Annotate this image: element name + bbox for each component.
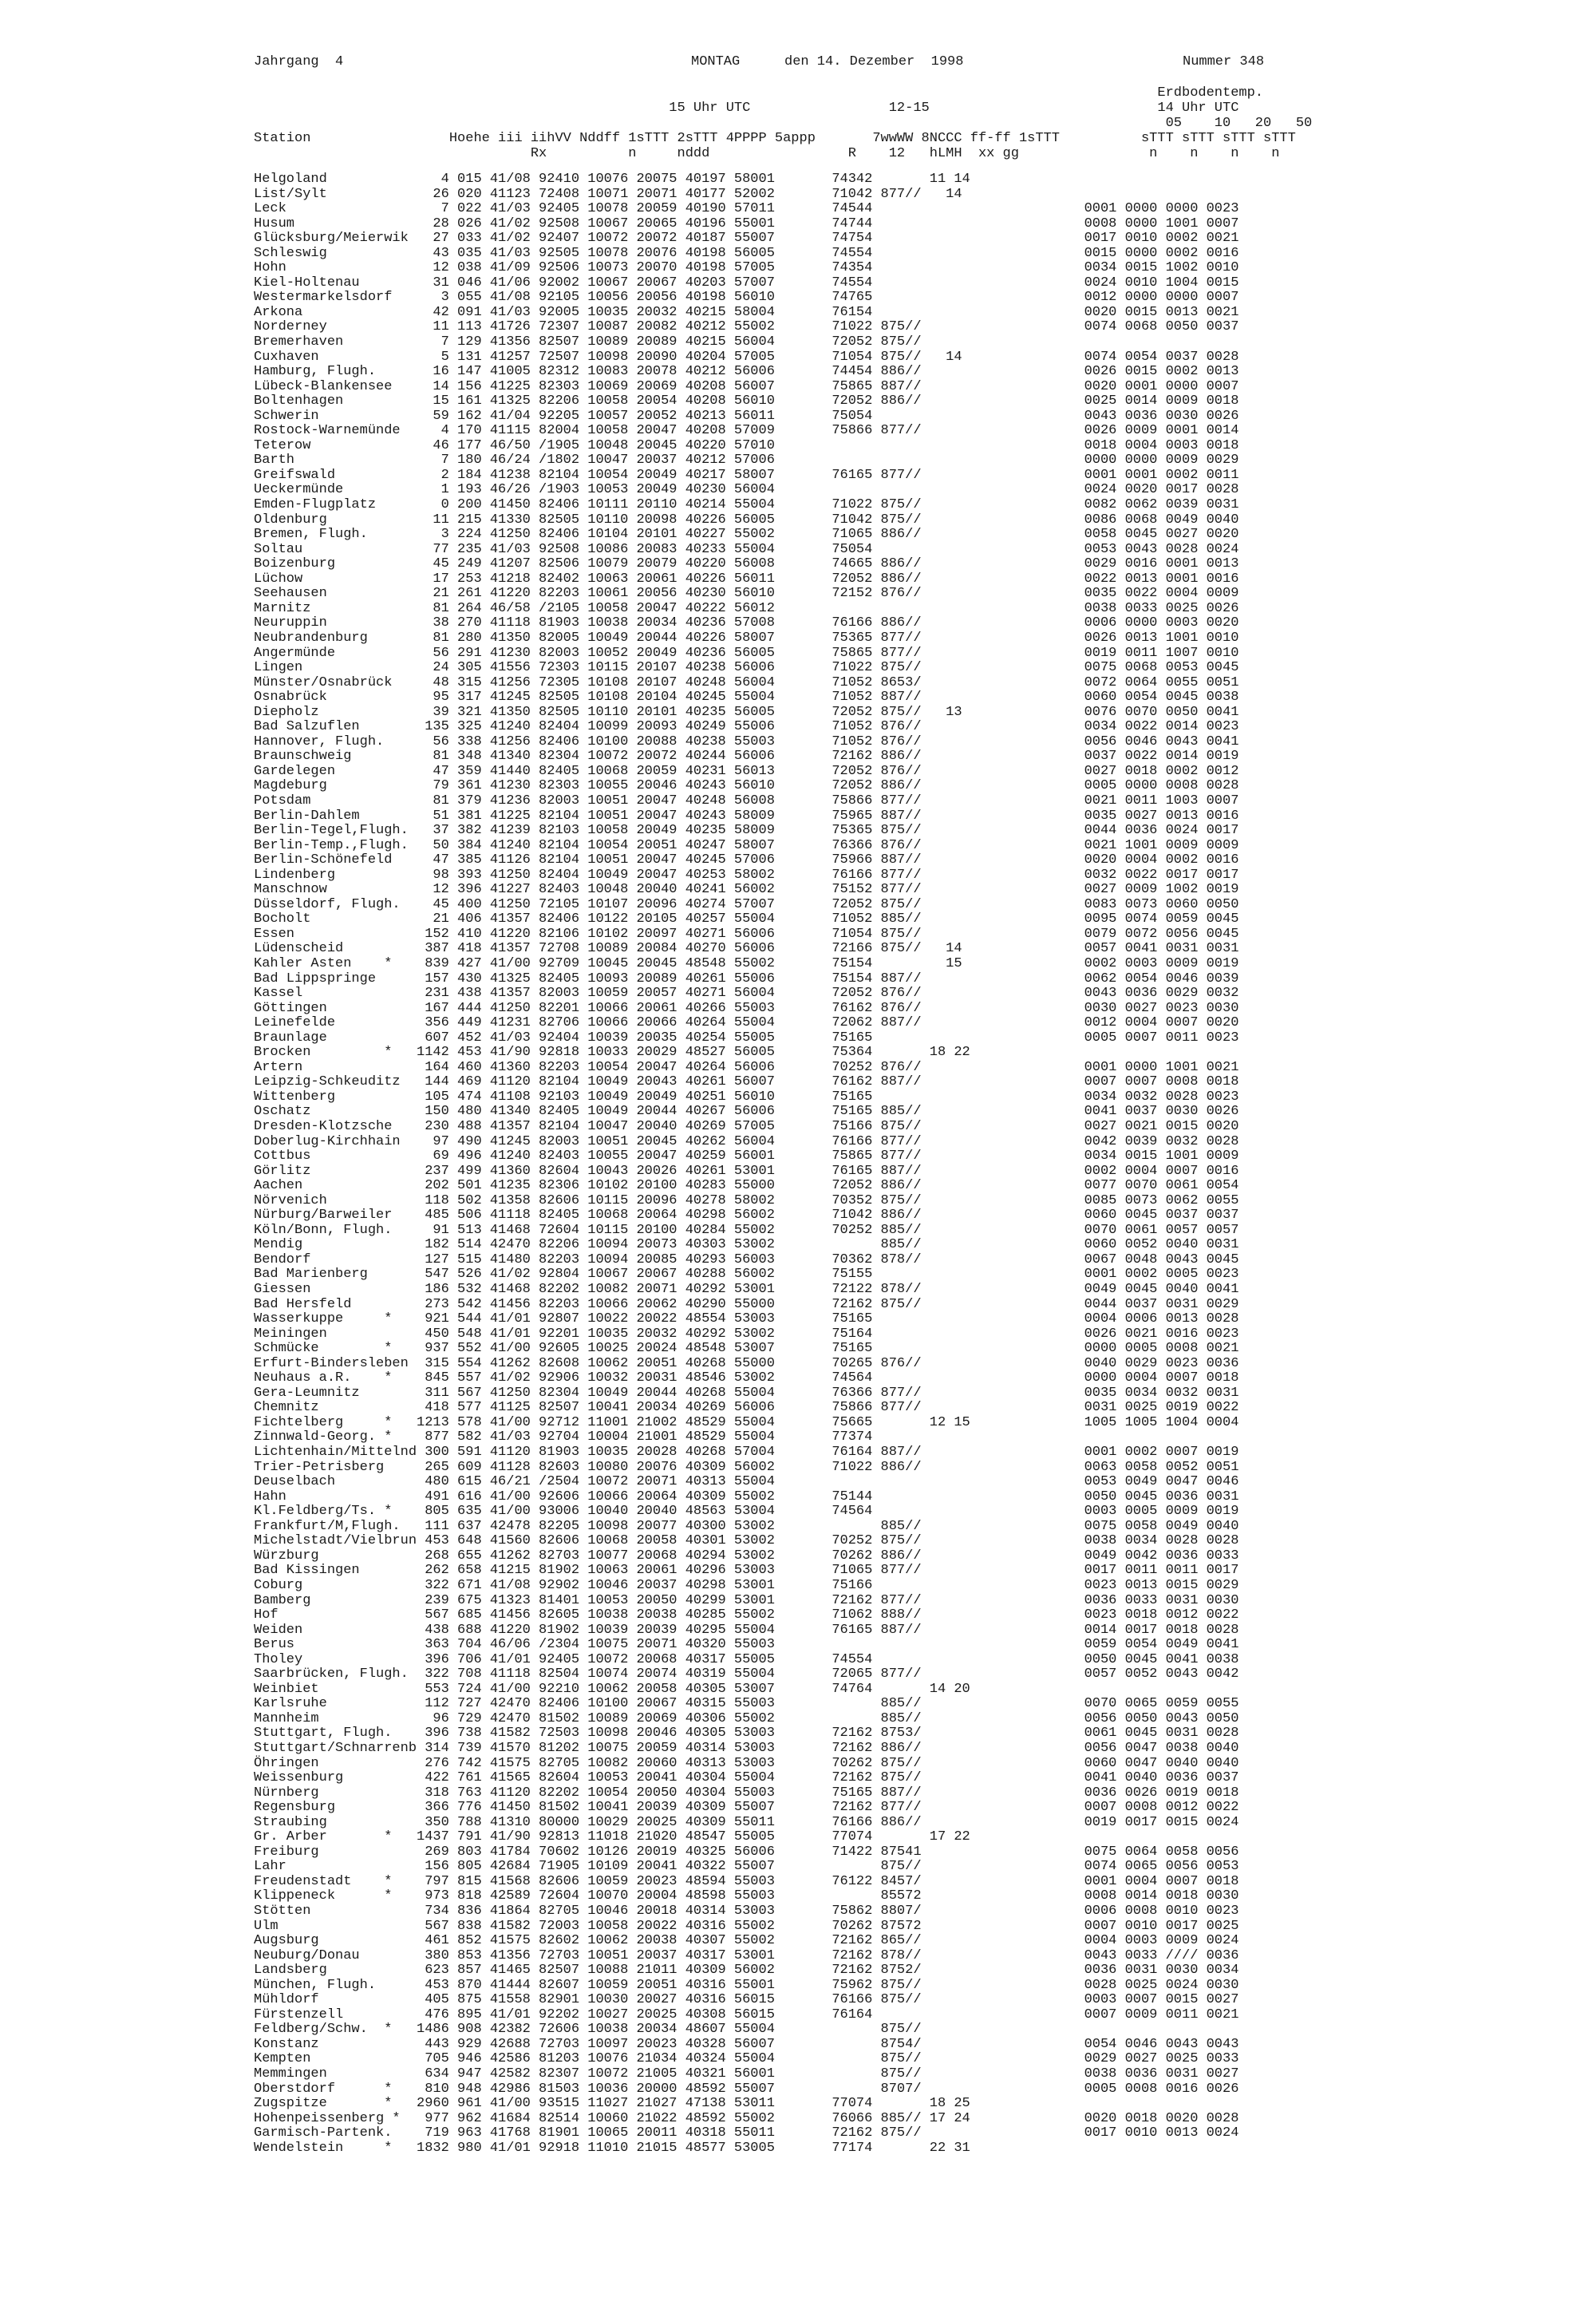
column-header-line: Rx n nddd R 12 hLMH xx gg n n n n (254, 146, 1280, 161)
station-row: Soltau 77 235 41/03 92508 10086 20083 40233 55004 75054 0053 0043 0028 0024 (254, 541, 1239, 557)
station-row: Boltenhagen 15 161 41325 82206 10058 20054 40208 56010 72052 886// 0025 0014 0009 0018 (254, 393, 1239, 409)
station-row: Konstanz 443 929 42688 72703 10097 20023 40328 56007 8754/ 0054 0046 0043 0043 (254, 2036, 1239, 2052)
station-row: Wendelstein * 1832 980 41/01 92918 11010 21015 48577 53005 77174 22 31 (254, 2140, 970, 2156)
station-row: Husum 28 026 41/02 92508 10067 20065 40196 55001 74744 0008 0000 1001 0007 (254, 215, 1239, 231)
station-row: Berus 363 704 46/06 /2304 10075 20071 40320 55003 0059 0054 0049 0041 (254, 1637, 1239, 1653)
station-row: Memmingen 634 947 42582 82307 10072 21005 40321 56001 875// 0038 0036 0031 0027 (254, 2066, 1239, 2082)
station-row: Garmisch-Partenk. 719 963 41768 81901 10065 20011 40318 55011 72162 875// 0017 0010 0013 0024 (254, 2125, 1239, 2141)
station-row: Klippeneck * 973 818 42589 72604 10070 20004 48598 55003 85572 0008 0014 0018 0030 (254, 1888, 1239, 1904)
station-row: Kl.Feldberg/Ts. * 805 635 41/00 93006 10040 20040 48563 53004 74564 0003 0005 0009 0019 (254, 1504, 1239, 1520)
station-row: Magdeburg 79 361 41230 82303 10055 20046 40243 56010 72052 886// 0005 0000 0008 0028 (254, 778, 1239, 794)
station-row: Berlin-Dahlem 51 381 41225 82104 10051 20047 40243 58009 75965 887// 0035 0027 0013 0016 (254, 808, 1239, 824)
station-row: Hannover, Flugh. 56 338 41256 82406 10100 20088 40238 55003 71052 876// 0056 0046 0043 0041 (254, 733, 1239, 749)
station-row: Hof 567 685 41456 82605 10038 20038 40285 55002 71062 888// 0023 0018 0012 0022 (254, 1607, 1239, 1623)
station-row: Emden-Flugplatz 0 200 41450 82406 10111 20110 40214 55004 71022 875// 0082 0062 0039 0031 (254, 497, 1239, 513)
station-row: Kempten 705 946 42586 81203 10076 21034 40324 55004 875// 0029 0027 0025 0033 (254, 2051, 1239, 2067)
station-row: Braunschweig 81 348 41340 82304 10072 20072 40244 56006 72162 886// 0037 0022 0014 0019 (254, 749, 1239, 765)
station-row: Weinbiet 553 724 41/00 92210 10062 20058 40305 53007 74764 14 20 (254, 1681, 970, 1697)
station-table (254, 172, 1238, 2156)
station-row: Fürstenzell 476 895 41/01 92202 10027 20025 40308 56015 76164 0007 0009 0011 0021 (254, 2006, 1239, 2022)
station-row: Gr. Arber * 1437 791 41/90 92813 11018 21020 48547 55005 77074 17 22 (254, 1829, 970, 1845)
station-row: Freudenstadt * 797 815 41568 82606 10059 20023 48594 55003 76122 8457/ 0001 0004 0007 0018 (254, 1873, 1239, 1889)
station-row: Chemnitz 418 577 41125 82507 10041 20034 40269 56006 75866 877// 0031 0025 0019 0022 (254, 1400, 1239, 1416)
station-row: Landsberg 623 857 41465 82507 10088 21011 40309 56002 72162 8752/ 0036 0031 0030 0034 (254, 1963, 1239, 1979)
station-row: Michelstadt/Vielbrun 453 648 41560 82606 10068 20058 40301 53002 70252 875// 0038 0034 0028 0028 (254, 1533, 1239, 1549)
station-row: Coburg 322 671 41/08 92902 10046 20037 40298 53001 75166 0023 0013 0015 0029 (254, 1577, 1239, 1593)
station-row: Westermarkelsdorf 3 055 41/08 92105 10056 20056 40198 56010 74765 0012 0000 0000 0007 (254, 290, 1239, 306)
station-row: Köln/Bonn, Flugh. 91 513 41468 72604 10115 20100 40284 55002 70252 885// 0070 0061 0057 0057 (254, 1222, 1239, 1238)
station-row: Nürburg/Barweiler 485 506 41118 82405 10068 20064 40298 56002 71042 886// 0060 0045 0037 0037 (254, 1208, 1239, 1224)
station-row: Frankfurt/M,Flugh. 111 637 42478 82205 10098 20077 40300 53002 885// 0075 0058 0049 0040 (254, 1518, 1239, 1534)
station-row: Schwerin 59 162 41/04 92205 10057 20052 40213 56011 75054 0043 0036 0030 0026 (254, 408, 1239, 424)
station-row: Trier-Petrisberg 265 609 41128 82603 10080 20076 40309 56002 71022 886// 0063 0058 0052 0051 (254, 1459, 1239, 1475)
station-row: Deuselbach 480 615 46/21 /2504 10072 20071 40313 55004 0053 0049 0047 0046 (254, 1474, 1239, 1490)
station-row: Oldenburg 11 215 41330 82505 10110 20098 40226 56005 71042 875// 0086 0068 0049 0040 (254, 512, 1239, 528)
station-row: Bamberg 239 675 41323 81401 10053 20050 40299 53001 72162 877// 0036 0033 0031 0030 (254, 1592, 1239, 1608)
station-row: Schmücke * 937 552 41/00 92605 10025 20024 48548 53007 75165 0000 0005 0008 0021 (254, 1341, 1239, 1357)
station-row: Arkona 42 091 41/03 92005 10035 20032 40215 58004 76154 0020 0015 0013 0021 (254, 304, 1239, 320)
column-header-line: Station Hoehe iii iihVV Nddff 1sTTT 2sTTT 4PPPP 5appp 7wwWW 8NCCC ff-ff 1sTTT sTTT sTTT sTTT sTTT (254, 131, 1296, 146)
station-row: Göttingen 167 444 41250 82201 10066 20061 40266 55003 76162 876// 0030 0027 0023 0030 (254, 1000, 1239, 1016)
station-row: Manschnow 12 396 41227 82403 10048 20040 40241 56002 75152 877// 0027 0009 1002 0019 (254, 882, 1239, 898)
station-row: Nörvenich 118 502 41358 82606 10115 20096 40278 58002 70352 875// 0085 0073 0062 0055 (254, 1192, 1239, 1208)
station-row: Teterow 46 177 46/50 /1905 10048 20045 40220 57010 0018 0004 0003 0018 (254, 437, 1239, 453)
column-header-line: Erdbodentemp. (254, 85, 1264, 101)
station-row: Bremerhaven 7 129 41356 82507 10089 20089 40215 56004 72052 875// (254, 334, 922, 350)
station-row: Glücksburg/Meierwik 27 033 41/02 92407 10072 20072 40187 55007 74754 0017 0010 0002 0021 (254, 231, 1239, 247)
station-row: Ueckermünde 1 193 46/26 /1903 10053 20049 40230 56004 0024 0020 0017 0028 (254, 482, 1239, 498)
station-row: Kiel-Holtenau 31 046 41/06 92002 10067 20067 40203 57007 74554 0024 0010 1004 0015 (254, 275, 1239, 291)
station-row: Bad Kissingen 262 658 41215 81902 10063 20061 40296 53003 71065 877// 0017 0011 0011 0017 (254, 1563, 1239, 1579)
date-label: den 14. Dezember 1998 (784, 54, 964, 69)
station-row: Nürnberg 318 763 41120 82202 10054 20050 40304 55003 75165 887// 0036 0026 0019 0018 (254, 1785, 1239, 1801)
station-row: Weiden 438 688 41220 81902 10039 20039 40295 55004 76165 887// 0014 0017 0018 0028 (254, 1622, 1239, 1638)
station-row: Diepholz 39 321 41350 82505 10110 20101 40235 56005 72052 875// 13 0076 0070 0050 0041 (254, 704, 1239, 720)
station-row: Berlin-Tegel,Flugh. 37 382 41239 82103 10058 20049 40235 58009 75365 875// 0044 0036 0024 0017 (254, 823, 1239, 839)
station-row: Aachen 202 501 41235 82306 10102 20100 40283 55000 72052 886// 0077 0070 0061 0054 (254, 1178, 1239, 1194)
station-row: Oschatz 150 480 41340 82405 10049 20044 40267 56006 75165 885// 0041 0037 0030 0026 (254, 1104, 1239, 1120)
station-row: Feldberg/Schw. * 1486 908 42382 72606 10038 20034 48607 55004 875// (254, 2022, 922, 2038)
station-row: München, Flugh. 453 870 41444 82607 10059 20051 40316 55001 75962 875// 0028 0025 0024 0030 (254, 1977, 1239, 1993)
station-row: Brocken * 1142 453 41/90 92818 10033 20029 48527 56005 75364 18 22 (254, 1045, 970, 1061)
station-row: Leck 7 022 41/03 92405 10078 20059 40190 57011 74544 0001 0000 0000 0023 (254, 201, 1239, 217)
station-row: Potsdam 81 379 41236 82003 10051 20047 40248 56008 75866 877// 0021 0011 1003 0007 (254, 793, 1239, 809)
station-row: Lichtenhain/Mittelnd 300 591 41120 81903 10035 20028 40268 57004 76164 887// 0001 0002 0007 0019 (254, 1445, 1239, 1461)
station-row: Münster/Osnabrück 48 315 41256 72305 10108 20107 40248 56004 71052 8653/ 0072 0064 0055 0051 (254, 674, 1239, 690)
station-row: Weissenburg 422 761 41565 82604 10053 20041 40304 55004 72162 875// 0041 0040 0036 0037 (254, 1770, 1239, 1786)
station-row: Straubing 350 788 41310 80000 10029 20025 40309 55011 76166 886// 0019 0017 0015 0024 (254, 1814, 1239, 1830)
station-row: Dresden-Klotzsche 230 488 41357 82104 10047 20040 40269 57005 75166 875// 0027 0021 0015 0020 (254, 1119, 1239, 1134)
station-row: Cuxhaven 5 131 41257 72507 10098 20090 40204 57005 71054 875// 14 0074 0054 0037 0028 (254, 349, 1239, 365)
station-row: Meiningen 450 548 41/01 92201 10035 20032 40292 53002 75164 0026 0021 0016 0023 (254, 1326, 1239, 1342)
station-row: Doberlug-Kirchhain 97 490 41245 82003 10051 20045 40262 56004 76166 877// 0042 0039 0032 0028 (254, 1133, 1239, 1149)
station-row: Stuttgart, Flugh. 396 738 41582 72503 10098 20046 40305 53003 72162 8753/ 0061 0045 0031 0028 (254, 1726, 1239, 1742)
station-row: Mendig 182 514 42470 82206 10094 20073 40303 53002 885// 0060 0052 0040 0031 (254, 1237, 1239, 1253)
weekday-label: MONTAG (691, 54, 741, 69)
station-row: Fichtelberg * 1213 578 41/00 92712 11001 21002 48529 55004 75665 12 15 1005 1005 1004 0004 (254, 1414, 1239, 1430)
station-row: Helgoland 4 015 41/08 92410 10076 20075 40197 58001 74342 11 14 (254, 172, 970, 187)
station-row: Tholey 396 706 41/01 92405 10072 20068 40317 55005 74554 0050 0045 0041 0038 (254, 1651, 1239, 1667)
station-row: Mühldorf 405 875 41558 82901 10030 20027 40316 56015 76166 875// 0003 0007 0015 0027 (254, 1992, 1239, 2008)
station-row: Schleswig 43 035 41/03 92505 10078 20076 40198 56005 74554 0015 0000 0002 0016 (254, 245, 1239, 261)
station-row: Berlin-Schönefeld 47 385 41126 82104 10051 20047 40245 57006 75966 887// 0020 0004 0002 0016 (254, 852, 1239, 868)
station-row: Rostock-Warnemünde 4 170 41115 82004 10058 20047 40208 57009 75866 877// 0026 0009 0001 0014 (254, 423, 1239, 439)
station-row: Neuburg/Donau 380 853 41356 72703 10051 20037 40317 53001 72162 878// 0043 0033 //// 0036 (254, 1947, 1239, 1963)
station-row: Braunlage 607 452 41/03 92404 10039 20035 40254 55005 75165 0005 0007 0011 0023 (254, 1030, 1239, 1046)
station-row: Cottbus 69 496 41240 82403 10055 20047 40259 56001 75865 877// 0034 0015 1001 0009 (254, 1149, 1239, 1164)
station-row: Bad Salzuflen 135 325 41240 82404 10099 20093 40249 55006 71052 876// 0034 0022 0014 0023 (254, 719, 1239, 735)
station-row: Saarbrücken, Flugh. 322 708 41118 82504 10074 20074 40319 55004 72065 877// 0057 0052 0043 0042 (254, 1666, 1239, 1682)
station-row: Bremen, Flugh. 3 224 41250 82406 10104 20101 40227 55002 71065 886// 0058 0045 0027 0020 (254, 527, 1239, 543)
station-row: Zinnwald-Georg. * 877 582 41/03 92704 10004 21001 48529 55004 77374 (254, 1429, 873, 1445)
station-row: Gardelegen 47 359 41440 82405 10068 20059 40231 56013 72052 876// 0027 0018 0002 0012 (254, 763, 1239, 779)
station-row: Ulm 567 838 41582 72003 10058 20022 40316 55002 70262 87572 0007 0010 0017 0025 (254, 1918, 1239, 1934)
station-row: Leipzig-Schkeuditz 144 469 41120 82104 10049 20043 40261 56007 76162 887// 0007 0007 0008 0018 (254, 1074, 1239, 1090)
station-row: Lübeck-Blankensee 14 156 41225 82303 10069 20069 40208 56007 75865 887// 0020 0001 0000 0007 (254, 378, 1239, 394)
station-row: Lindenberg 98 393 41250 82404 10049 20047 40253 58002 76166 877// 0032 0022 0017 0017 (254, 867, 1239, 883)
station-row: Oberstdorf * 810 948 42986 81503 10036 20000 48592 55007 8707/ 0005 0008 0016 0026 (254, 2081, 1239, 2097)
station-row: Kahler Asten * 839 427 41/00 92709 10045 20045 48548 55002 75154 15 0002 0003 0009 0019 (254, 955, 1239, 971)
station-row: Würzburg 268 655 41262 82703 10077 20068 40294 53002 70262 886// 0049 0042 0036 0033 (254, 1548, 1239, 1564)
station-row: Berlin-Temp.,Flugh. 50 384 41240 82104 10054 20051 40247 58007 76366 876// 0021 1001 0009 0009 (254, 837, 1239, 853)
station-row: Gera-Leumnitz 311 567 41250 82304 10049 20044 40268 55004 76366 877// 0035 0034 0032 0031 (254, 1385, 1239, 1401)
station-row: Neuhaus a.R. * 845 557 41/02 92906 10032 20031 48546 53002 74564 0000 0004 0007 0018 (254, 1370, 1239, 1386)
station-row: Bendorf 127 515 41480 82203 10094 20085 40293 56003 70362 878// 0067 0048 0043 0045 (254, 1251, 1239, 1267)
station-row: Stuttgart/Schnarrenb 314 739 41570 81202 10075 20059 40314 53003 72162 886// 0056 0047 0038 0040 (254, 1740, 1239, 1756)
station-row: Mannheim 96 729 42470 81502 10089 20069 40306 55002 885// 0056 0050 0043 0050 (254, 1710, 1239, 1726)
station-row: Neubrandenburg 81 280 41350 82005 10049 20044 40226 58007 75365 877// 0026 0013 1001 0010 (254, 630, 1239, 646)
station-row: Görlitz 237 499 41360 82604 10043 20026 40261 53001 76165 887// 0002 0004 0007 0016 (254, 1163, 1239, 1179)
station-row: Düsseldorf, Flugh. 45 400 41250 72105 10107 20096 40274 57007 72052 875// 0083 0073 0060 0050 (254, 896, 1239, 912)
station-row: Lahr 156 805 42684 71905 10109 20041 40322 55007 875// 0074 0065 0056 0053 (254, 1859, 1239, 1875)
station-row: Essen 152 410 41220 82106 10102 20097 40271 56006 71054 875// 0079 0072 0056 0045 (254, 926, 1239, 942)
station-row: Neuruppin 38 270 41118 81903 10038 20034 40236 57008 76166 886// 0006 0000 0003 0020 (254, 615, 1239, 631)
station-row: Boizenburg 45 249 41207 82506 10079 20079 40220 56008 74665 886// 0029 0016 0001 0013 (254, 556, 1239, 572)
station-row: Marnitz 81 264 46/58 /2105 10058 20047 40222 56012 0038 0033 0025 0026 (254, 600, 1239, 616)
station-row: Öhringen 276 742 41575 82705 10082 20060 40313 53003 70262 875// 0060 0047 0040 0040 (254, 1755, 1239, 1771)
station-row: Lüchow 17 253 41218 82402 10063 20061 40226 56011 72052 886// 0022 0013 0001 0016 (254, 571, 1239, 587)
station-row: Seehausen 21 261 41220 82203 10061 20056 40230 56010 72152 876// 0035 0022 0004 0009 (254, 586, 1239, 602)
station-row: Kassel 231 438 41357 82003 10059 20057 40271 56004 72052 876// 0043 0036 0029 0032 (254, 986, 1239, 1002)
station-row: Hohenpeissenberg * 977 962 41684 82514 10060 21022 48592 55002 76066 885// 17 24 0020 0018 0020 0028 (254, 2110, 1239, 2126)
station-row: Bad Hersfeld 273 542 41456 82203 10066 20062 40290 55000 72162 875// 0044 0037 0031 0029 (254, 1296, 1239, 1312)
station-row: Freiburg 269 803 41784 70602 10126 20019 40325 56006 71422 87541 0075 0064 0058 0056 (254, 1844, 1239, 1860)
station-row: Karlsruhe 112 727 42470 82406 10100 20067 40315 55003 885// 0070 0065 0059 0055 (254, 1696, 1239, 1712)
station-row: Lingen 24 305 41556 72303 10115 20107 40238 56006 71022 875// 0075 0068 0053 0045 (254, 660, 1239, 676)
station-row: Osnabrück 95 317 41245 82505 10108 20104 40245 55004 71052 887// 0060 0054 0045 0038 (254, 690, 1239, 706)
station-row: Bocholt 21 406 41357 82406 10122 20105 40257 55004 71052 885// 0095 0074 0059 0045 (254, 911, 1239, 927)
station-row: Bad Marienberg 547 526 41/02 92804 10067 20067 40288 56002 75155 0001 0002 0005 0023 (254, 1267, 1239, 1283)
volume-label: Jahrgang 4 (254, 54, 344, 69)
station-row: Wasserkuppe * 921 544 41/01 92807 10022 20022 48554 53003 75165 0004 0006 0013 0028 (254, 1311, 1239, 1327)
station-row: Zugspitze * 2960 961 41/00 93515 11027 21027 47138 53011 77074 18 25 (254, 2096, 970, 2112)
station-row: Giessen 186 532 41468 82202 10082 20071 40292 53001 72122 878// 0049 0045 0040 0041 (254, 1282, 1239, 1298)
station-row: Erfurt-Bindersleben 315 554 41262 82608 10062 20051 40268 55000 70265 876// 0040 0029 0023 0036 (254, 1355, 1239, 1371)
station-row: Hohn 12 038 41/09 92506 10073 20070 40198 57005 74354 0034 0015 1002 0010 (254, 260, 1239, 276)
station-row: Augsburg 461 852 41575 82602 10062 20038 40307 55002 72162 865// 0004 0003 0009 0024 (254, 1933, 1239, 1949)
station-row: Greifswald 2 184 41238 82104 10054 20049 40217 58007 76165 877// 0001 0001 0002 0011 (254, 467, 1239, 483)
station-row: Lüdenscheid 387 418 41357 72708 10089 20084 40270 56006 72166 875// 14 0057 0041 0031 0031 (254, 941, 1239, 957)
station-row: Regensburg 366 776 41450 81502 10041 20039 40309 55007 72162 877// 0007 0008 0012 0022 (254, 1800, 1239, 1816)
column-header-line: 15 Uhr UTC 12-15 14 Uhr UTC (254, 101, 1239, 116)
station-row: Stötten 734 836 41864 82705 10046 20018 40314 53003 75862 8807/ 0006 0008 0010 0023 (254, 1903, 1239, 1919)
station-row: Wittenberg 105 474 41108 92103 10049 20049 40251 56010 75165 0034 0032 0028 0023 (254, 1089, 1239, 1105)
station-row: Angermünde 56 291 41230 82003 10052 20049 40236 56005 75865 877// 0019 0011 1007 0010 (254, 645, 1239, 661)
station-row: Barth 7 180 46/24 /1802 10047 20037 40212 57006 0000 0000 0009 0029 (254, 453, 1239, 469)
station-row: Hahn 491 616 41/00 92606 10066 20064 40309 55002 75144 0050 0045 0036 0031 (254, 1489, 1239, 1504)
station-row: Bad Lippspringe 157 430 41325 82405 10093 20089 40261 55006 75154 887// 0062 0054 0046 0039 (254, 971, 1239, 986)
station-row: Hamburg, Flugh. 16 147 41005 82312 10083 20078 40212 56006 74454 886// 0026 0015 0002 0013 (254, 364, 1239, 380)
station-row: List/Sylt 26 020 41123 72408 10071 20071 40177 52002 71042 877// 14 (254, 186, 962, 202)
station-row: Artern 164 460 41360 82203 10054 20047 40264 56006 70252 876// 0001 0000 1001 0021 (254, 1059, 1239, 1075)
issue-number: Nummer 348 (1183, 54, 1265, 69)
column-header-line: 05 10 20 50 (254, 116, 1313, 131)
station-row: Leinefelde 356 449 41231 82706 10066 20066 40264 55004 72062 887// 0012 0004 0007 0020 (254, 1015, 1239, 1031)
station-row: Norderney 11 113 41726 72307 10087 20082 40212 55002 71022 875// 0074 0068 0050 0037 (254, 319, 1239, 335)
